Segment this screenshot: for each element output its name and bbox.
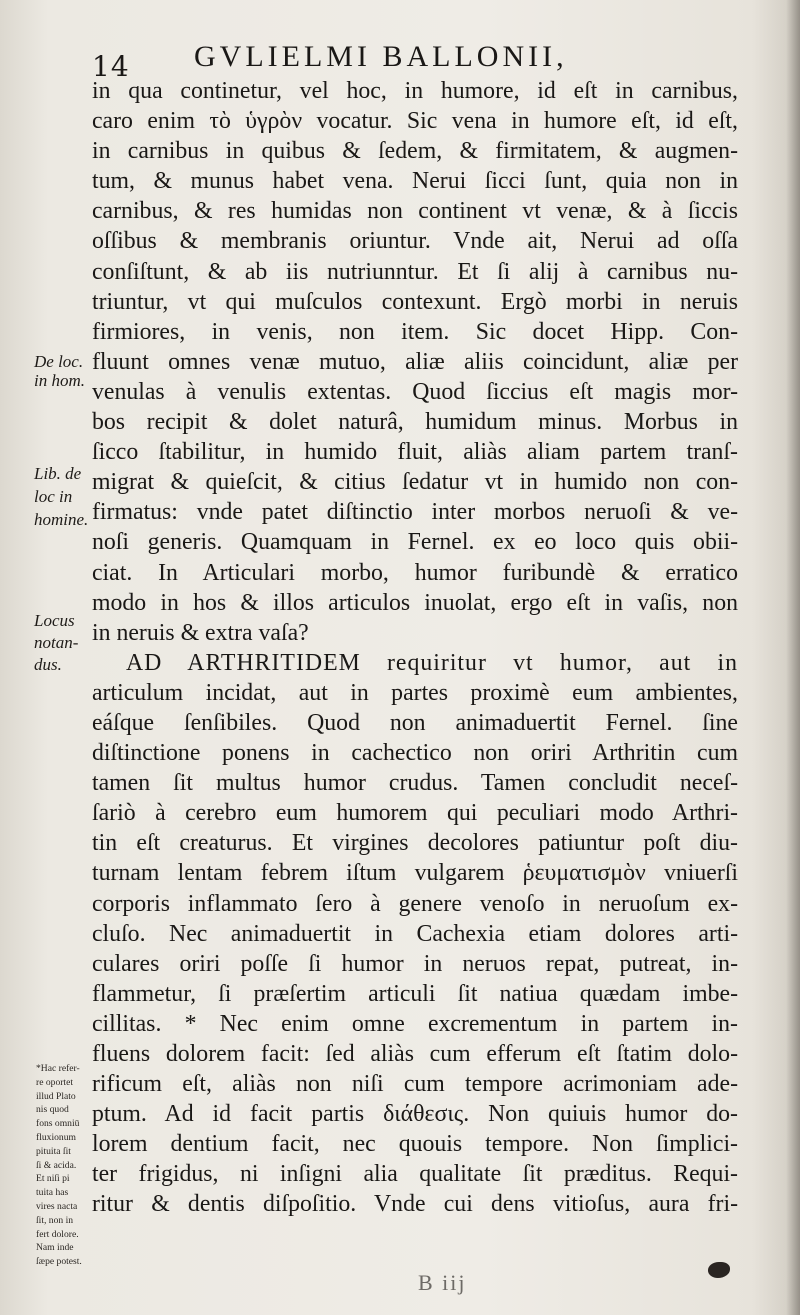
text-line: carnibus, & res humidas non continent vt venæ, & à ſiccis	[92, 198, 738, 225]
text-line: lorem dentium facit, nec quouis tempore. Non ſimplici-	[92, 1131, 738, 1158]
signature-mark: B iij	[418, 1270, 467, 1295]
footnote-line: Nam inde	[36, 1242, 74, 1254]
margin-note-line: notan-	[34, 633, 79, 652]
page-header	[92, 38, 732, 83]
footnote-line: fons omniū	[36, 1118, 80, 1130]
text-line: diſtinctione ponens in cachectico non oriri Arthritin cum	[92, 740, 738, 767]
text-line: caro enim τὸ ὑγρὸν vocatur. Sic vena in humore eſt, id eſt,	[92, 108, 738, 135]
margin-note-line: in hom.	[34, 371, 85, 390]
text-line: conſiſtunt, & ab iis nutriunntur. Et ſi alij à carnibus nu-	[92, 258, 738, 285]
text-line: ptum. Ad id facit partis διάθεσις. Non quiuis humor do-	[92, 1101, 738, 1128]
margin-note-line: loc in	[34, 487, 73, 506]
text-line: modo in hos & illos articulos inuolat, ergo eſt in vaſis, non	[92, 589, 738, 616]
section-opening-line: AD ARTHRITIDEM requiritur vt humor, aut in	[126, 649, 738, 676]
text-line: tum, & munus habet vena. Nerui ſicci ſunt, quia non in	[92, 168, 738, 195]
text-line: corporis inflammato ſero à genere venoſo in neruoſum ex-	[92, 890, 738, 917]
text-line: fluens dolorem facit: ſed aliàs cum efferum eſt ſtatim dolo-	[92, 1041, 738, 1067]
text-line: tin eſt creaturus. Et virgines decolores patiuntur poſt diu-	[92, 830, 738, 857]
margin-note-line: Lib. de	[34, 464, 82, 483]
margin-note-de-loc	[34, 352, 85, 390]
text-line: ritur & dentis diſpoſitio. Vnde cui dens vitioſus, aura fri-	[92, 1191, 738, 1218]
page-number: 14	[92, 50, 130, 83]
text-line: in carnibus in quibus & ſedem, & firmitatem, & augmen-	[92, 138, 738, 165]
footnote-line: pituita ſit	[36, 1145, 71, 1157]
text-line: bos recipit & dolet naturâ, humidum minus. Morbus in	[92, 409, 738, 436]
ink-blot	[708, 1262, 730, 1278]
footnote-line: *Hac refer-	[36, 1063, 80, 1074]
body-text	[92, 76, 738, 1220]
text-line: ſariò à cerebro eum humorem qui peculiari modo Arthri-	[92, 800, 738, 827]
text-line: fluunt omnes venæ mutuo, aliæ aliis coincidunt, aliæ per	[92, 348, 738, 375]
text-line: oſſibus & membranis oriuntur. Vnde ait, Nerui ad oſſa	[92, 228, 738, 255]
text-line: eáſque ſenſibiles. Quod non animaduertit Fernel. ſine	[92, 709, 738, 736]
text-line: articulum incidat, aut in partes proximè eum ambientes,	[92, 679, 738, 706]
text-line: ciat. In Articulari morbo, humor furibundè & erratico	[92, 559, 738, 586]
footnote-line: fert dolore.	[36, 1228, 79, 1240]
text-line: noſi generis. Quamquam in Fernel. ex eo loco quis obii-	[92, 529, 738, 556]
text-line: in qua continetur, vel hoc, in humore, id eſt in carnibus,	[92, 78, 738, 104]
text-line: cillitas. * Nec enim omne excrementum in partem in-	[92, 1010, 738, 1037]
footnote-line: tuita has	[36, 1187, 69, 1199]
text-line: rificum eſt, aliàs non niſi cum tempore acrimoniam ade-	[92, 1071, 738, 1098]
footnote-line: nis quod	[36, 1104, 69, 1116]
footnote-margin	[36, 1062, 96, 1269]
footnote-line: ſi & acida.	[36, 1159, 77, 1171]
text-line: migrat & quieſcit, & citius ſedatur vt in humido non con-	[92, 469, 738, 496]
footnote-line: ſit, non in	[36, 1214, 74, 1226]
margin-note-line: homine.	[34, 510, 89, 529]
text-line: ter frigidus, ni inſigni alia qualitate ſit præditus. Requi-	[92, 1161, 738, 1188]
footnote-line: fluxionum	[36, 1131, 76, 1143]
margin-note-line: De loc.	[34, 352, 84, 371]
margin-note-line: Locus	[34, 611, 75, 630]
footnote-line: re oportet	[36, 1076, 74, 1088]
text-line: firmiores, in venis, non item. Sic docet Hipp. Con-	[92, 318, 738, 345]
text-line: ſicco ſtabilitur, in humido fluit, aliàs aliam partem tranſ-	[92, 439, 738, 466]
text-line: triuntur, vt qui muſculos contexunt. Ergò morbi in neruis	[92, 288, 738, 315]
text-line: turnam lentam febrem iſtum vulgarem ῥευματισμὸν vniuerſi	[92, 860, 738, 887]
text-line: firmatus: vnde patet diſtinctio inter morbos neruoſi & ve-	[92, 499, 738, 526]
text-line: cluſo. Nec animaduertit in Cachexia etiam dolores arti-	[92, 920, 738, 947]
footnote-line: Et niſi pi	[36, 1173, 70, 1185]
text-line: in neruis & extra vaſa?	[92, 619, 309, 646]
text-line: culares oriri poſſe ſi humor in neruos repat, putreat, in-	[92, 950, 738, 977]
running-head: GVLIELMI BALLONII,	[194, 40, 568, 73]
footnote-line: vires nacta	[36, 1200, 78, 1212]
margin-note-locus	[34, 610, 78, 676]
text-line: venulas à venulis extentas. Quod ſiccius eſt magis mor-	[92, 378, 738, 405]
text-line: tamen ſit multus humor crudus. Tamen concludit neceſ-	[92, 770, 738, 797]
margin-note-lib-de	[34, 462, 88, 531]
text-line: flammetur, ſi præſertim articuli ſit natiua quædam imbe-	[92, 980, 738, 1007]
margin-note-line: dus.	[34, 655, 62, 674]
footnote-line: illud Plato	[36, 1090, 76, 1102]
footnote-line: ſæpe potest.	[36, 1256, 82, 1268]
